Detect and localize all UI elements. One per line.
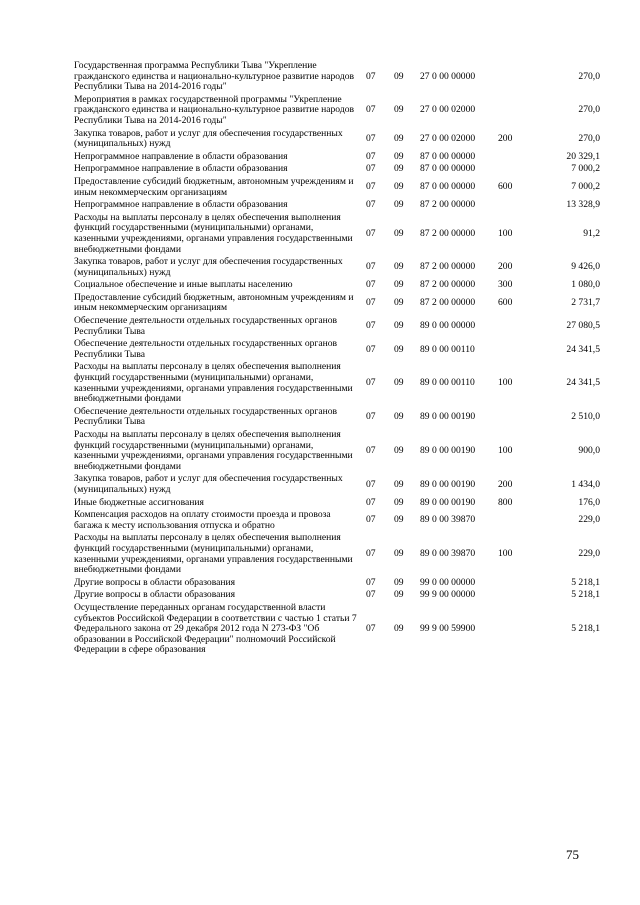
table-row: [74, 176, 600, 199]
expense-type-code: [498, 602, 536, 657]
page-number: 75: [566, 847, 579, 862]
row-name: Непрограммное направление в области образования: [74, 150, 288, 162]
target-article-code: 87 0 00 00000: [420, 181, 476, 193]
row-name: Предоставление субсидий бюджетным, автономным учреждениям и иным некоммерческим организациям: [74, 175, 354, 198]
expense-type-code: [498, 509, 536, 532]
section-code: 07: [366, 320, 376, 332]
target-article-code: 89 0 00 00190: [420, 444, 476, 456]
subsection-code: 09: [394, 279, 404, 291]
row-name: Другие вопросы в области образования: [74, 589, 236, 601]
row-name: Предоставление субсидий бюджетным, автономным учреждениям и иным некоммерческим организациям: [74, 291, 354, 314]
table-row: [74, 199, 600, 212]
section-code: 07: [366, 377, 376, 389]
expense-type-code: 100: [498, 227, 513, 239]
target-article-code: 87 2 00 00000: [420, 261, 476, 273]
row-name: Расходы на выплаты персоналу в целях обеспечения выполнения функций государственными (муниципальными) органами, казенными учреждениями, органами управления государственными внебюджетными фондами: [74, 429, 353, 472]
target-article-code: 87 0 00 00000: [420, 163, 476, 175]
table-row: [74, 163, 600, 176]
target-article-code: 89 0 00 00000: [420, 320, 476, 332]
section-code: 07: [366, 132, 376, 144]
subsection-code: 09: [394, 320, 404, 332]
expense-type-code: 200: [498, 261, 513, 273]
section-code: 07: [366, 181, 376, 193]
table-row: [74, 577, 600, 590]
expense-type-code: [498, 163, 536, 176]
table-row: [74, 315, 600, 338]
row-name: Другие вопросы в области образования: [74, 576, 236, 588]
expense-type-code: [498, 406, 536, 429]
expense-type-code: 100: [498, 548, 513, 560]
expense-type-code: [498, 94, 536, 128]
subsection-code: 09: [394, 150, 404, 162]
subsection-code: 09: [394, 377, 404, 389]
table-row: [74, 406, 600, 429]
subsection-code: 09: [394, 589, 404, 601]
section-code: 07: [366, 623, 376, 635]
subsection-code: 09: [394, 199, 404, 211]
expense-type-code: 800: [498, 496, 513, 508]
row-name: Социальное обеспечение и иные выплаты населению: [74, 279, 293, 291]
section-code: 07: [366, 576, 376, 588]
row-name: Закупка товаров, работ и услуг для обеспечения государственных (муниципальных) нужд: [74, 473, 343, 495]
subsection-code: 09: [394, 496, 404, 508]
target-article-code: 87 2 00 00000: [420, 199, 476, 211]
subsection-code: 09: [394, 163, 404, 175]
amount: 20 329,1: [566, 150, 600, 162]
section-code: 07: [366, 548, 376, 560]
expense-type-code: [498, 589, 536, 602]
target-article-code: 27 0 00 00000: [420, 70, 476, 82]
table-row: [74, 589, 600, 602]
table-row: [74, 60, 600, 94]
section-code: 07: [366, 444, 376, 456]
expense-type-code: [498, 338, 536, 361]
subsection-code: 09: [394, 227, 404, 239]
table-row: [74, 256, 600, 279]
table-row: [74, 532, 600, 576]
budget-table: [74, 60, 600, 657]
row-name: Непрограммное направление в области образования: [74, 163, 288, 175]
table-row: [74, 429, 600, 473]
table-row: [74, 292, 600, 315]
row-name: Государственная программа Республики Тыва "Укрепление гражданского единства и национально-культурное развитие народов Республики Тыва на 2014-2016 годы": [74, 60, 355, 93]
amount: 900,0: [578, 444, 600, 456]
target-article-code: 87 2 00 00000: [420, 279, 476, 291]
target-article-code: 89 0 00 00190: [420, 496, 476, 508]
amount: 2 510,0: [571, 411, 600, 423]
amount: 24 341,5: [566, 377, 600, 389]
amount: 270,0: [578, 104, 600, 116]
table-row: [74, 473, 600, 496]
target-article-code: 89 0 00 00110: [420, 343, 475, 355]
row-name: Мероприятия в рамках государственной программы "Укрепление гражданского единства и национально-культурное развитие народов Республики Тыва на 2014-2016 годы": [74, 93, 355, 126]
target-article-code: 27 0 00 02000: [420, 104, 476, 116]
amount: 2 731,7: [571, 297, 600, 309]
section-code: 07: [366, 70, 376, 82]
section-code: 07: [366, 104, 376, 116]
section-code: 07: [366, 279, 376, 291]
subsection-code: 09: [394, 444, 404, 456]
row-name: Обеспечение деятельности отдельных государственных органов Республики Тыва: [74, 405, 338, 428]
amount: 1 434,0: [571, 478, 600, 490]
table-row: [74, 338, 600, 361]
amount: 1 080,0: [571, 279, 600, 291]
amount: 5 218,1: [571, 576, 600, 588]
expense-type-code: [498, 151, 536, 164]
expense-type-code: 300: [498, 279, 513, 291]
expense-type-code: [498, 199, 536, 212]
section-code: 07: [366, 478, 376, 490]
amount: 7 000,2: [571, 181, 600, 193]
subsection-code: 09: [394, 70, 404, 82]
table-row: [74, 361, 600, 405]
section-code: 07: [366, 150, 376, 162]
amount: 5 218,1: [571, 589, 600, 601]
subsection-code: 09: [394, 261, 404, 273]
amount: 176,0: [578, 496, 600, 508]
target-article-code: 89 0 00 39870: [420, 514, 476, 526]
target-article-code: 27 0 00 02000: [420, 132, 476, 144]
subsection-code: 09: [394, 343, 404, 355]
section-code: 07: [366, 411, 376, 423]
target-article-code: 99 9 00 00000: [420, 589, 476, 601]
expense-type-code: 200: [498, 478, 513, 490]
section-code: 07: [366, 163, 376, 175]
row-name: Обеспечение деятельности отдельных государственных органов Республики Тыва: [74, 315, 338, 337]
table-row: [74, 509, 600, 532]
section-code: 07: [366, 514, 376, 526]
row-name: Расходы на выплаты персоналу в целях обеспечения выполнения функций государственными (муниципальными) органами, казенными учреждениями, органами управления государственными внебюджетными фондами: [74, 532, 353, 576]
section-code: 07: [366, 297, 376, 309]
target-article-code: 99 0 00 00000: [420, 576, 476, 588]
expense-type-code: [498, 315, 536, 338]
expense-type-code: 100: [498, 377, 513, 389]
section-code: 07: [366, 343, 376, 355]
row-name: Расходы на выплаты персоналу в целях обеспечения выполнения функций государственными (муниципальными) органами, казенными учреждениями, органами управления государственными внебюджетными фондами: [74, 361, 353, 405]
amount: 7 000,2: [571, 163, 600, 175]
row-name: Компенсация расходов на оплату стоимости проезда и провоза багажа к месту использования отпуска и обратно: [74, 509, 331, 531]
section-code: 07: [366, 199, 376, 211]
target-article-code: 87 2 00 00000: [420, 297, 476, 309]
table-row: [74, 497, 600, 510]
target-article-code: 99 9 00 59900: [420, 623, 476, 635]
expense-type-code: 600: [498, 181, 513, 193]
target-article-code: 89 0 00 00110: [420, 377, 475, 389]
amount: 24 341,5: [566, 343, 600, 355]
table-row: [74, 602, 600, 657]
amount: 27 080,5: [566, 320, 600, 332]
amount: 9 426,0: [571, 261, 600, 273]
table-row: [74, 94, 600, 128]
row-name: Закупка товаров, работ и услуг для обеспечения государственных (муниципальных) нужд: [74, 256, 343, 278]
row-name: Осуществление переданных органам государственной власти субъектов Российской Федерации в соответствии с частью 1 статьи 7 Федерального закона от 29 декабря 2012 года N 273-ФЗ "Об образовании в Российской Федерации" полномочий Российской Федерации в сфере образования: [74, 601, 357, 656]
table-row: [74, 279, 600, 292]
table-row: [74, 151, 600, 164]
subsection-code: 09: [394, 181, 404, 193]
row-name: Иные бюджетные ассигнования: [74, 496, 204, 508]
subsection-code: 09: [394, 104, 404, 116]
row-name: Обеспечение деятельности отдельных государственных органов Республики Тыва: [74, 338, 338, 360]
row-name: Закупка товаров, работ и услуг для обеспечения государственных (муниципальных) нужд: [74, 127, 343, 150]
amount: 91,2: [583, 227, 600, 239]
expense-type-code: [498, 60, 536, 94]
subsection-code: 09: [394, 576, 404, 588]
subsection-code: 09: [394, 132, 404, 144]
amount: 5 218,1: [571, 623, 600, 635]
target-article-code: 87 2 00 00000: [420, 227, 476, 239]
expense-type-code: [498, 577, 536, 590]
subsection-code: 09: [394, 623, 404, 635]
amount: 229,0: [578, 548, 600, 560]
expense-type-code: 100: [498, 444, 513, 456]
target-article-code: 89 0 00 00190: [420, 411, 476, 423]
section-code: 07: [366, 589, 376, 601]
subsection-code: 09: [394, 514, 404, 526]
section-code: 07: [366, 496, 376, 508]
table-row: [74, 128, 600, 151]
expense-type-code: 600: [498, 297, 513, 309]
expense-type-code: 200: [498, 132, 513, 144]
row-name: Расходы на выплаты персоналу в целях обеспечения выполнения функций государственными (муниципальными) органами, казенными учреждениями, органами управления государственными внебюджетными фондами: [74, 211, 353, 255]
amount: 270,0: [578, 70, 600, 82]
target-article-code: 87 0 00 00000: [420, 150, 476, 162]
amount: 270,0: [578, 132, 600, 144]
subsection-code: 09: [394, 548, 404, 560]
section-code: 07: [366, 227, 376, 239]
section-code: 07: [366, 261, 376, 273]
target-article-code: 89 0 00 39870: [420, 548, 476, 560]
subsection-code: 09: [394, 478, 404, 490]
row-name: Непрограммное направление в области образования: [74, 199, 288, 211]
table-row: [74, 212, 600, 256]
amount: 13 328,9: [566, 199, 600, 211]
subsection-code: 09: [394, 411, 404, 423]
target-article-code: 89 0 00 00190: [420, 478, 476, 490]
amount: 229,0: [578, 514, 600, 526]
subsection-code: 09: [394, 297, 404, 309]
table-body: [74, 60, 600, 657]
